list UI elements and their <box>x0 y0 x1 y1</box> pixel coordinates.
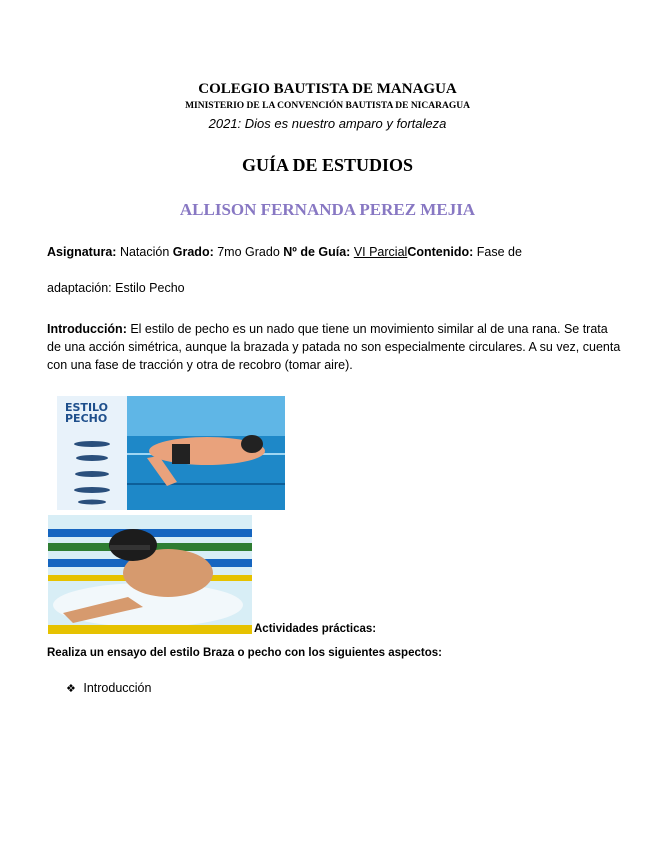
content-label: Contenido: <box>407 245 474 259</box>
activities-heading: Actividades prácticas: <box>254 623 377 635</box>
subject-label: Asignatura: <box>47 245 117 259</box>
breaststroke-image <box>57 396 285 510</box>
intro-label: Introducción: <box>47 322 127 336</box>
activities-instruction: Realiza un ensayo del estilo Braza o pecho con los siguientes aspectos: <box>47 647 442 659</box>
subject-value: Natación <box>119 245 170 259</box>
swimmer-photo <box>48 515 252 634</box>
swimmer-illustration <box>48 515 252 634</box>
activities-list <box>66 681 151 695</box>
bullet-icon: ❖ <box>66 682 76 695</box>
info-line <box>47 245 522 259</box>
motto: 2021: Dios es nuestro amparo y fortaleza <box>208 116 447 131</box>
intro-text: El estilo de pecho es un nado que tiene un movimiento similar al de una rana. Se trata de una acción simétrica, aunque la brazada y patada no son especialmente circulares. A su vez, cuenta con una fase de tracción y otra de recobro (tomar aire). <box>47 322 621 372</box>
school-name: COLEGIO BAUTISTA DE MANAGUA <box>198 81 457 97</box>
list-item: Introducción <box>83 681 152 695</box>
image-caption: ESTILO PECHO <box>65 401 109 425</box>
ministry-name: MINISTERIO DE LA CONVENCIÓN BAUTISTA DE NICARAGUA <box>185 101 470 111</box>
guide-label: Nº de Guía: <box>283 245 351 259</box>
grade-label: Grado: <box>172 245 214 259</box>
guide-value: VI Parcial <box>353 245 408 259</box>
grade-value: 7mo Grado <box>217 245 280 259</box>
content-continuation: adaptación: Estilo Pecho <box>47 281 185 295</box>
page-title: GUÍA DE ESTUDIOS <box>241 155 414 175</box>
content-value: Fase de <box>476 245 522 259</box>
introduction <box>47 320 622 374</box>
student-name: ALLISON FERNANDA PEREZ MEJIA <box>179 200 476 219</box>
